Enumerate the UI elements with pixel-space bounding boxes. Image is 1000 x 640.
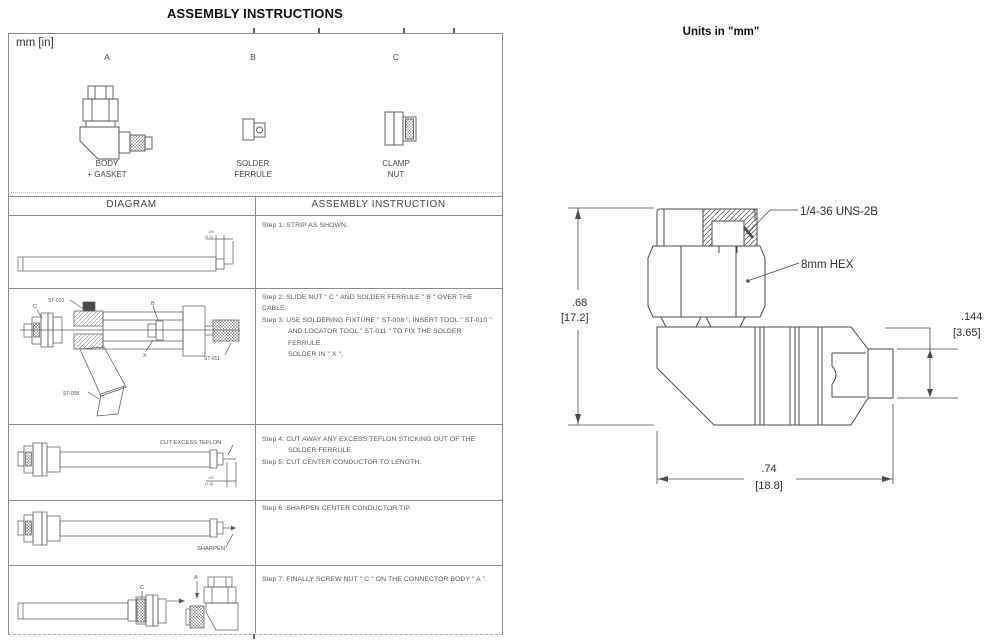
dim-height-inches: .68 [572,297,588,309]
part-a-label: BODY + GASKET [87,159,127,179]
parts-row-dotted-separator [8,192,502,193]
fold-tick [453,28,455,33]
label-nut-c: C [33,304,37,310]
step-7-diagram [9,566,255,632]
strip-dim-in: .06 [208,229,214,234]
label-st-011: ST-011 [204,356,220,362]
step-1-instruction: Step 1: STRIP AS SHOWN. [262,222,349,229]
label-ferrule-b: B [151,301,155,307]
fold-tick [253,634,255,639]
part-c-drawing [385,112,416,145]
connector-outline [648,209,893,425]
step-4-5-instruction: Step 4: CUT AWAY ANY EXCESS TEFLON STICKING OUT OF THE SOLDER FERRULE. Step 5: CUT CENTER CONDUCTOR TO LENGTH. [262,436,476,466]
fold-tick [403,28,405,33]
header-diagram: DIAGRAM [106,199,157,210]
column-divider [255,196,256,633]
dim-height-mm: [17.2] [561,312,589,324]
parts-row-drawings [9,34,501,192]
part-letter-a: A [104,52,110,62]
fold-tick [318,28,320,33]
label-nut-c: C [140,585,144,591]
label-st-008: ST-008 [63,391,80,397]
units-mm-in-label: mm [in] [16,37,54,49]
hex-callout: 8mm HEX [801,259,854,271]
part-letter-c: C [392,52,400,62]
label-st-010: ST-010 [48,298,65,304]
step-6-diagram [9,501,255,564]
label-cut-excess-teflon: CUT EXCESS TEFLON [160,440,222,446]
label-body-a: A [194,575,198,581]
dim-length-mm: [18.8] [755,480,783,492]
header-assembly-instruction: ASSEMBLY INSTRUCTION [311,199,446,210]
label-solder-x: X [143,353,147,359]
part-a-drawing [80,86,152,159]
step-2-3-instruction: Step 2: SLIDE NUT " C " AND SOLDER FERRULE " B " OVER THE CABLE. Step 3: USE SOLDERING FIXTURE " ST-008 ", INSERT TOOL " ST-010 " AND LOCATOR TOOL " ST-011 " TO FIX THE SOLDER FERRULE. SOLDER IN " X ". [262,294,492,359]
step-6-instruction: Step 6: SHARPEN CENTER CONDUCTOR TIP. [262,505,412,512]
fold-tick [253,28,255,33]
part-c-label: CLAMP NUT [382,159,410,179]
dim-pin-inches: .144 [961,311,983,323]
connector-technical-drawing [550,195,1000,495]
step-1-diagram [9,216,255,287]
step-2-3-diagram [9,289,255,423]
label-sharpen: SHARPEN [197,546,226,552]
cut-dim-in: .05 [208,475,214,480]
cut-dim-mm: [1.3] [205,481,213,486]
dim-length-inches: .74 [761,463,777,475]
part-b-drawing [243,119,265,140]
step-7-instruction: Step 7: FINALLY SCREW NUT " C " ON THE CONNECTOR BODY " A ". [262,576,487,583]
thread-callout: 1/4-36 UNS-2B [800,206,878,218]
step-4-5-diagram [9,425,255,499]
strip-dim-mm: [1.5] [205,234,213,239]
part-b-label: SOLDER FERRULE [234,159,272,179]
units-note: Units in "mm" [682,26,760,38]
dim-pin-mm: [3.65] [953,327,981,339]
page-title: ASSEMBLY INSTRUCTIONS [166,6,344,21]
part-letter-b: B [250,52,256,62]
